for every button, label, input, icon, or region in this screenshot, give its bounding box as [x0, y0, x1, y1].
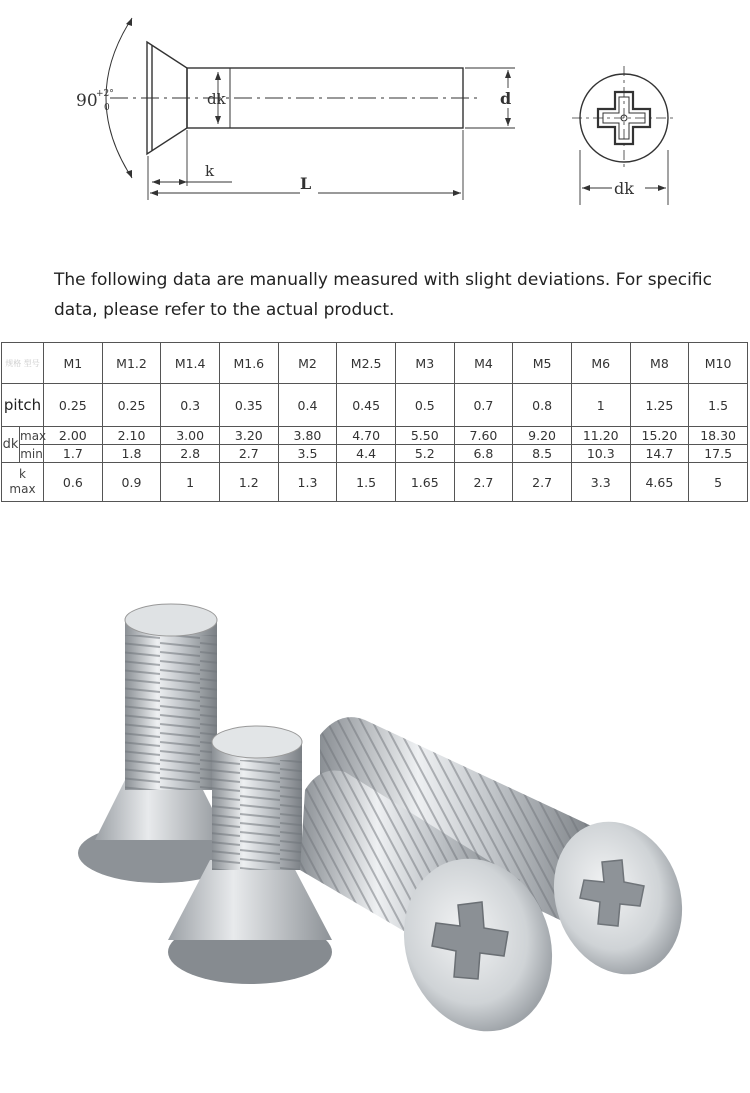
- spec-table: [1, 342, 748, 502]
- dk-top-label: dk: [614, 179, 634, 198]
- dk-min-cell: 1.7: [44, 445, 103, 463]
- table-row-k-max: [2, 463, 748, 502]
- dk-max-cell: 3.20: [219, 427, 278, 445]
- pitch-cell: 0.25: [102, 384, 161, 427]
- table-corner-label: 规格 型号: [2, 343, 44, 384]
- pitch-cell: 0.25: [44, 384, 103, 427]
- pitch-cell: 0.8: [513, 384, 572, 427]
- pitch-cell: 1: [571, 384, 630, 427]
- dk-min-cell: 8.5: [513, 445, 572, 463]
- size-cell: M2.5: [337, 343, 396, 384]
- dk-max-cell: 18.30: [689, 427, 748, 445]
- dk-max-cell: 2.10: [102, 427, 161, 445]
- dk-min-cell: 10.3: [571, 445, 630, 463]
- dk-max-label: max: [20, 428, 47, 443]
- dk-side-label: dk: [207, 90, 226, 108]
- size-cell: M10: [689, 343, 748, 384]
- pitch-cell: 0.45: [337, 384, 396, 427]
- k-max-sub-label: max: [9, 482, 36, 496]
- product-photo: [0, 560, 750, 1093]
- k-max-cell: 3.3: [571, 463, 630, 502]
- k-max-cell: 0.6: [44, 463, 103, 502]
- k-max-cell: 1: [161, 463, 220, 502]
- angle-label: 90: [76, 91, 98, 111]
- size-cell: M2: [278, 343, 337, 384]
- table-row-pitch: [2, 384, 748, 427]
- size-cell: M6: [571, 343, 630, 384]
- size-cell: M4: [454, 343, 513, 384]
- k-max-cell: 1.65: [395, 463, 454, 502]
- k-max-cell: 0.9: [102, 463, 161, 502]
- k-label-text: k: [19, 467, 26, 481]
- size-cell: M1.2: [102, 343, 161, 384]
- dk-min-cell: 5.2: [395, 445, 454, 463]
- pitch-cell: 0.3: [161, 384, 220, 427]
- technical-drawing: [0, 0, 750, 240]
- dk-max-cell: 5.50: [395, 427, 454, 445]
- size-cell: M8: [630, 343, 689, 384]
- pitch-cell: 0.5: [395, 384, 454, 427]
- pitch-cell: 0.35: [219, 384, 278, 427]
- dk-max-cell: 3.00: [161, 427, 220, 445]
- dk-min-cell: 6.8: [454, 445, 513, 463]
- pitch-cell: 0.4: [278, 384, 337, 427]
- pitch-label: pitch: [2, 384, 44, 427]
- size-cell: M3: [395, 343, 454, 384]
- L-label: L: [300, 174, 312, 193]
- dk-min-label: min: [20, 446, 43, 461]
- dk-max-cell: 3.80: [278, 427, 337, 445]
- table-header-row: [2, 343, 748, 384]
- dk-min-cell: 14.7: [630, 445, 689, 463]
- k-max-cell: 1.2: [219, 463, 278, 502]
- dk-min-cell: 17.5: [689, 445, 748, 463]
- dk-label: dk: [2, 427, 20, 463]
- pitch-cell: 1.25: [630, 384, 689, 427]
- pitch-cell: 0.7: [454, 384, 513, 427]
- table-row-dk-max: [2, 427, 748, 445]
- dk-max-cell: 15.20: [630, 427, 689, 445]
- d-label: d: [500, 89, 512, 108]
- dk-min-cell: 4.4: [337, 445, 396, 463]
- angle-tolerance-plus: +2°: [96, 89, 114, 99]
- dk-min-cell: 2.8: [161, 445, 220, 463]
- dk-max-cell: 11.20: [571, 427, 630, 445]
- measurement-note: The following data are manually measured with slight deviations. For specific data, please refer to the actual product.: [54, 270, 712, 320]
- k-max-cell: 1.3: [278, 463, 337, 502]
- k-max-cell: 2.7: [454, 463, 513, 502]
- size-cell: M1.4: [161, 343, 220, 384]
- dk-max-cell: 4.70: [337, 427, 396, 445]
- k-max-cell: 1.5: [337, 463, 396, 502]
- k-max-cell: 5: [689, 463, 748, 502]
- k-max-cell: 4.65: [630, 463, 689, 502]
- dk-min-cell: 3.5: [278, 445, 337, 463]
- k-max-cell: 2.7: [513, 463, 572, 502]
- dk-max-cell: 7.60: [454, 427, 513, 445]
- dk-min-cell: 2.7: [219, 445, 278, 463]
- dk-max-cell: 2.00: [44, 427, 103, 445]
- dk-max-cell: 9.20: [513, 427, 572, 445]
- size-cell: M5: [513, 343, 572, 384]
- size-cell: M1.6: [219, 343, 278, 384]
- dk-min-cell: 1.8: [102, 445, 161, 463]
- table-row-dk-min: [2, 445, 748, 463]
- angle-tolerance-zero: 0: [104, 103, 110, 113]
- size-cell: M1: [44, 343, 103, 384]
- k-max-label: [2, 463, 44, 502]
- pitch-cell: 1.5: [689, 384, 748, 427]
- k-label: k: [205, 162, 215, 180]
